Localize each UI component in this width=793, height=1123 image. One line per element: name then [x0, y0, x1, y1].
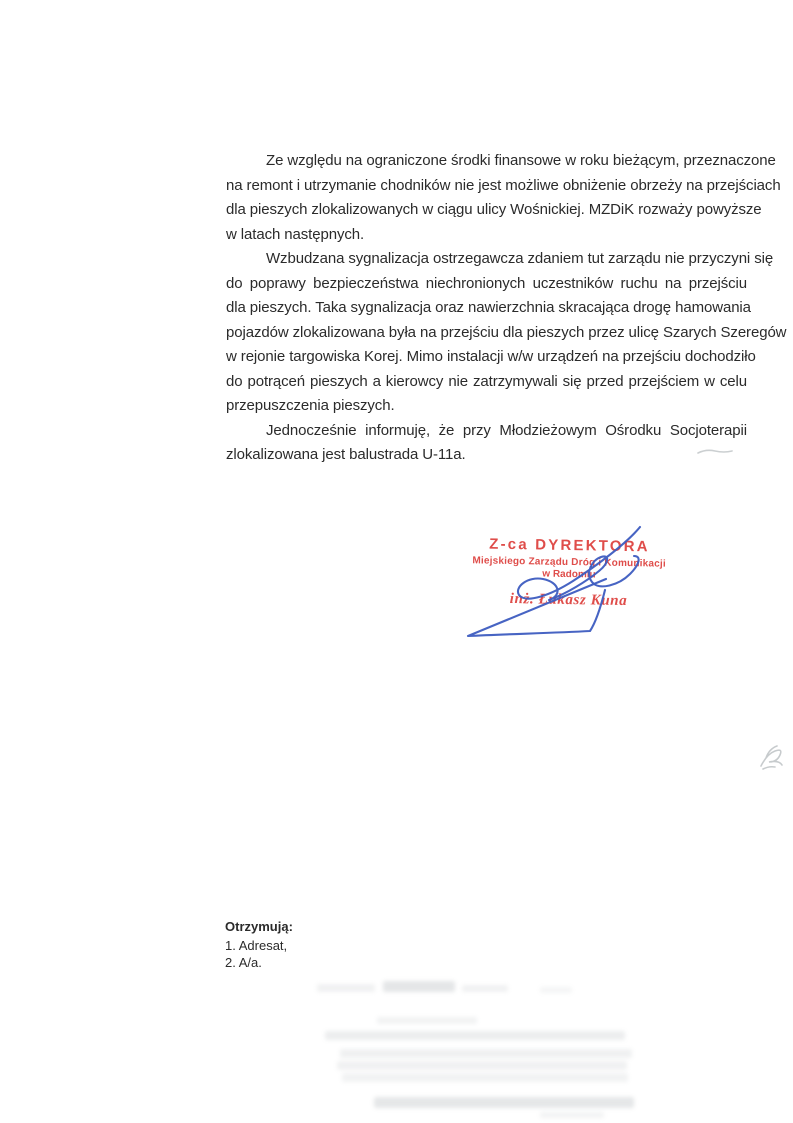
paragraph-2-line: Wzbudzana sygnalizacja ostrzegawcza zdaniem tut zarządu nie przyczyni się — [266, 250, 774, 267]
stamp-organization: Miejskiego Zarządu Dróg i Komunikacji — [472, 555, 667, 570]
paragraph-2-line: w rejonie targowiska Korej. Mimo instalacji w/w urządzeń na przejściu dochodziło — [226, 348, 756, 365]
paragraph-1-line: Ze względu na ograniczone środki finansowe w roku bieżącym, przeznaczone — [266, 152, 776, 169]
scan-smudge-dash — [697, 444, 733, 454]
paragraph-2-line: pojazdów zlokalizowana była na przejściu dla pieszych przez ulicę Szarych Szeregów — [226, 323, 787, 341]
paragraph-1-line: dla pieszych zlokalizowanych w ciągu ulicy Wośnickiej. MZDiK rozważy powyższe — [226, 201, 762, 218]
paragraph-1-line: na remont i utrzymanie chodników nie jest możliwe obniżenie obrzeży na przejściach — [226, 176, 781, 194]
paragraph-2-line: dla pieszych. Taka sygnalizacja oraz nawierzchnia skracająca drogę hamowania — [226, 299, 751, 316]
stamp-title: Z-ca DYREKTORA — [489, 535, 650, 556]
paragraph-2-line: do poprawy bezpieczeństwa niechronionych uczestników ruchu na przejściu — [226, 274, 747, 292]
paragraph-3-line: zlokalizowana jest balustrada U-11a. — [226, 446, 466, 463]
distribution-item: 2. A/a. — [225, 955, 262, 970]
handwritten-signature — [430, 518, 650, 648]
distribution-list — [225, 918, 293, 971]
paragraph-2-line: do potrąceń pieszych a kierowcy nie zatrzymywali się przed przejściem w celu — [226, 372, 747, 390]
paragraph-3-line: Jednocześnie informuję, że przy Młodzieżowym Ośrodku Socjoterapii — [266, 421, 747, 439]
signature-flourish-stroke — [468, 579, 606, 636]
distribution-heading: Otrzymują: — [225, 919, 293, 934]
stamp-signer-name: inż. Łukasz Kuna — [509, 590, 628, 610]
stamp-location: w Radomiu — [542, 568, 596, 581]
distribution-item: 1. Adresat, — [225, 938, 288, 953]
paragraph-1-line: w latach następnych. — [226, 225, 365, 243]
letter-body — [226, 149, 787, 468]
paragraph-2-line: przepuszczenia pieszych. — [226, 397, 395, 414]
scan-smudge-scribble — [757, 738, 787, 772]
